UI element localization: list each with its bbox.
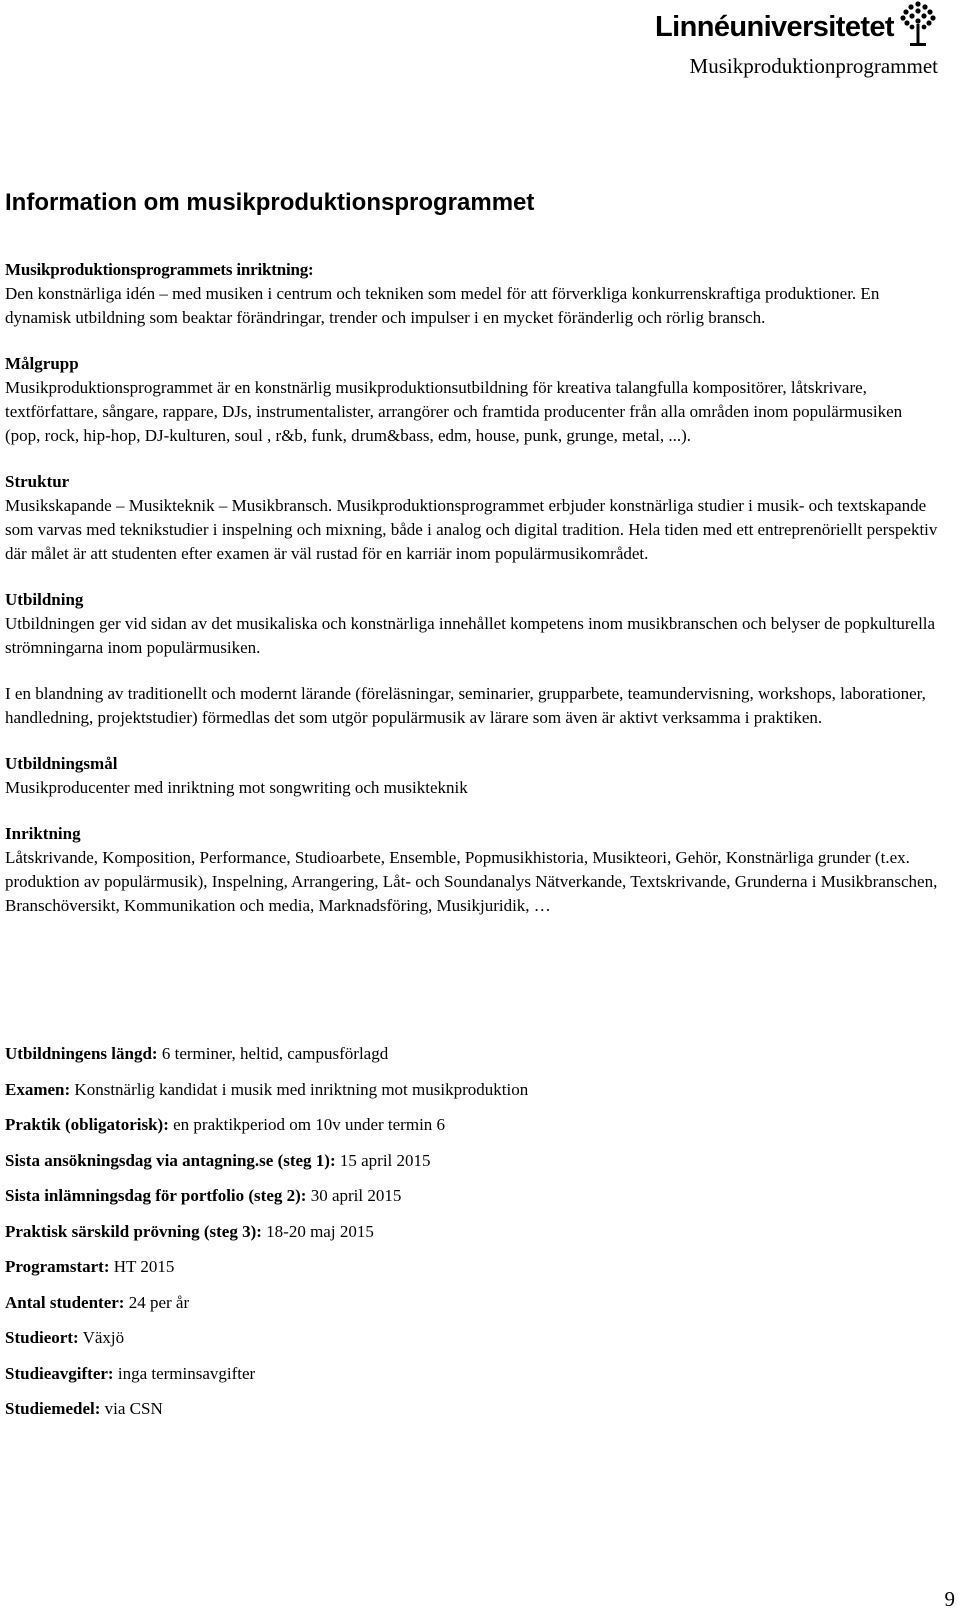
fact-row: [5, 1113, 528, 1149]
fact-row: [5, 1220, 528, 1256]
section-body: Musikproduktionsprogrammet är en konstnärlig musikproduktionsutbildning för kreativa talangfulla kompositörer, låtskrivare, textförfattare, sångare, rappare, DJs, instrumentalister, arrangörer och framtida producenter från alla områden inom populärmusiken (pop, rock, hip-hop, DJ-kulturen, soul , r&b, funk, drum&bass, edm, house, punk, grunge, metal, ...).: [5, 378, 903, 445]
university-logo: [655, 0, 938, 48]
section-heading: Musikproduktionsprogrammets inriktning:: [5, 260, 314, 279]
section-heading: Utbildning: [5, 590, 84, 609]
fact-label: Studieavgifter:: [5, 1363, 114, 1383]
fact-row: [5, 1078, 528, 1114]
fact-label: Antal studenter:: [5, 1292, 125, 1312]
fact-label: Sista ansökningsdag via antagning.se (steg 1):: [5, 1150, 336, 1170]
fact-label: Programstart:: [5, 1257, 110, 1276]
page-number: 9: [944, 1587, 955, 1611]
section-heading: Struktur: [5, 472, 70, 491]
section-utbildning-2: [5, 682, 940, 730]
fact-value: en praktikperiod om 10v under termin 6: [168, 1115, 446, 1134]
section-utbildningsmal: [5, 752, 940, 800]
main-content: [5, 258, 940, 940]
section-heading: Inriktning: [5, 824, 81, 843]
section-body: Musikproducenter med inriktning mot songwriting och musikteknik: [5, 778, 468, 797]
fact-value: 6 terminer, heltid, campusförlagd: [157, 1044, 389, 1063]
section-malgrupp: [5, 352, 940, 448]
fact-row: [5, 1362, 528, 1398]
fact-label: Praktik (obligatorisk):: [5, 1115, 169, 1134]
fact-value: Växjö: [78, 1328, 125, 1347]
fact-row: [5, 1255, 528, 1291]
program-name: Musikproduktionprogrammet: [689, 54, 938, 78]
fact-label: Examen:: [5, 1079, 71, 1099]
fact-value: Konstnärlig kandidat i musik med inriktning mot musikproduktion: [70, 1079, 529, 1099]
section-body: Musikskapande – Musikteknik – Musikbransch. Musikproduktionsprogrammet erbjuder konstnärliga studier i musik- och textskapande som varvas med teknikstudier i inspelning och mixning, både i analog och digital tradition. Hela tiden med ett entreprenöriellt perspektiv där målet är att studenten efter examen är väl rustad för en karriär inom populärmusikområdet.: [5, 496, 938, 563]
fact-row: [5, 1042, 528, 1078]
section-struktur: [5, 470, 940, 566]
fact-value: HT 2015: [109, 1257, 175, 1276]
fact-row: [5, 1326, 528, 1362]
fact-label: Sista inlämningsdag för portfolio (steg 2):: [5, 1186, 307, 1205]
fact-value: 24 per år: [124, 1292, 190, 1312]
section-body: Den konstnärliga idén – med musiken i centrum och tekniken som medel för att förverkliga konkurrenskraftiga produktioner. En dynamisk utbildning som beaktar förändringar, trender och impulser i en mycket föränderlig och rörlig bransch.: [5, 284, 880, 327]
fact-row: [5, 1184, 528, 1220]
document-title: Information om musikproduktionsprogrammet: [5, 189, 535, 216]
section-heading: Målgrupp: [5, 354, 79, 373]
fact-value: via CSN: [100, 1399, 163, 1418]
logo-wordmark: Linnéuniversitetet: [655, 10, 894, 43]
facts-list: [5, 1042, 528, 1433]
fact-row: [5, 1149, 528, 1185]
fact-label: Studieort:: [5, 1328, 79, 1347]
fact-row: [5, 1291, 528, 1327]
section-utbildning: [5, 588, 940, 660]
section-inriktning-kurser: [5, 822, 940, 918]
fact-value: 30 april 2015: [306, 1186, 402, 1205]
fact-value: 15 april 2015: [335, 1150, 431, 1170]
header: [655, 0, 938, 77]
fact-value: 18-20 maj 2015: [261, 1221, 374, 1241]
section-body: Utbildningen ger vid sidan av det musikaliska och konstnärliga innehållet kompetens inom musikbranschen och belyser de popkulturella strömningarna inom populärmusiken.: [5, 614, 936, 657]
section-body: Låtskrivande, Komposition, Performance, Studioarbete, Ensemble, Popmusikhistoria, Musikteori, Gehör, Konstnärliga grunder (t.ex. produktion av populärmusik), Inspelning, Arrangering, Låt- och Soundanalys Nätverkande, Textskrivande, Grunderna i Musikbranschen, Branschöversikt, Kommunikation och media, Marknadsföring, Musikjuridik, …: [5, 848, 938, 915]
section-heading: Utbildningsmål: [5, 754, 118, 773]
tree-logo-icon: [898, 0, 938, 48]
section-inriktning: [5, 258, 940, 330]
fact-label: Utbildningens längd:: [5, 1044, 158, 1063]
fact-value: inga terminsavgifter: [113, 1363, 256, 1383]
fact-label: Praktisk särskild prövning (steg 3):: [5, 1221, 262, 1241]
fact-row: [5, 1397, 528, 1433]
section-body: I en blandning av traditionellt och modernt lärande (föreläsningar, seminarier, grupparbete, teamundervisning, workshops, laborationer, handledning, projektstudier) förmedlas det som utgör populärmusik av lärare som även är aktivt verksamma i praktiken.: [5, 684, 926, 727]
fact-label: Studiemedel:: [5, 1399, 101, 1418]
